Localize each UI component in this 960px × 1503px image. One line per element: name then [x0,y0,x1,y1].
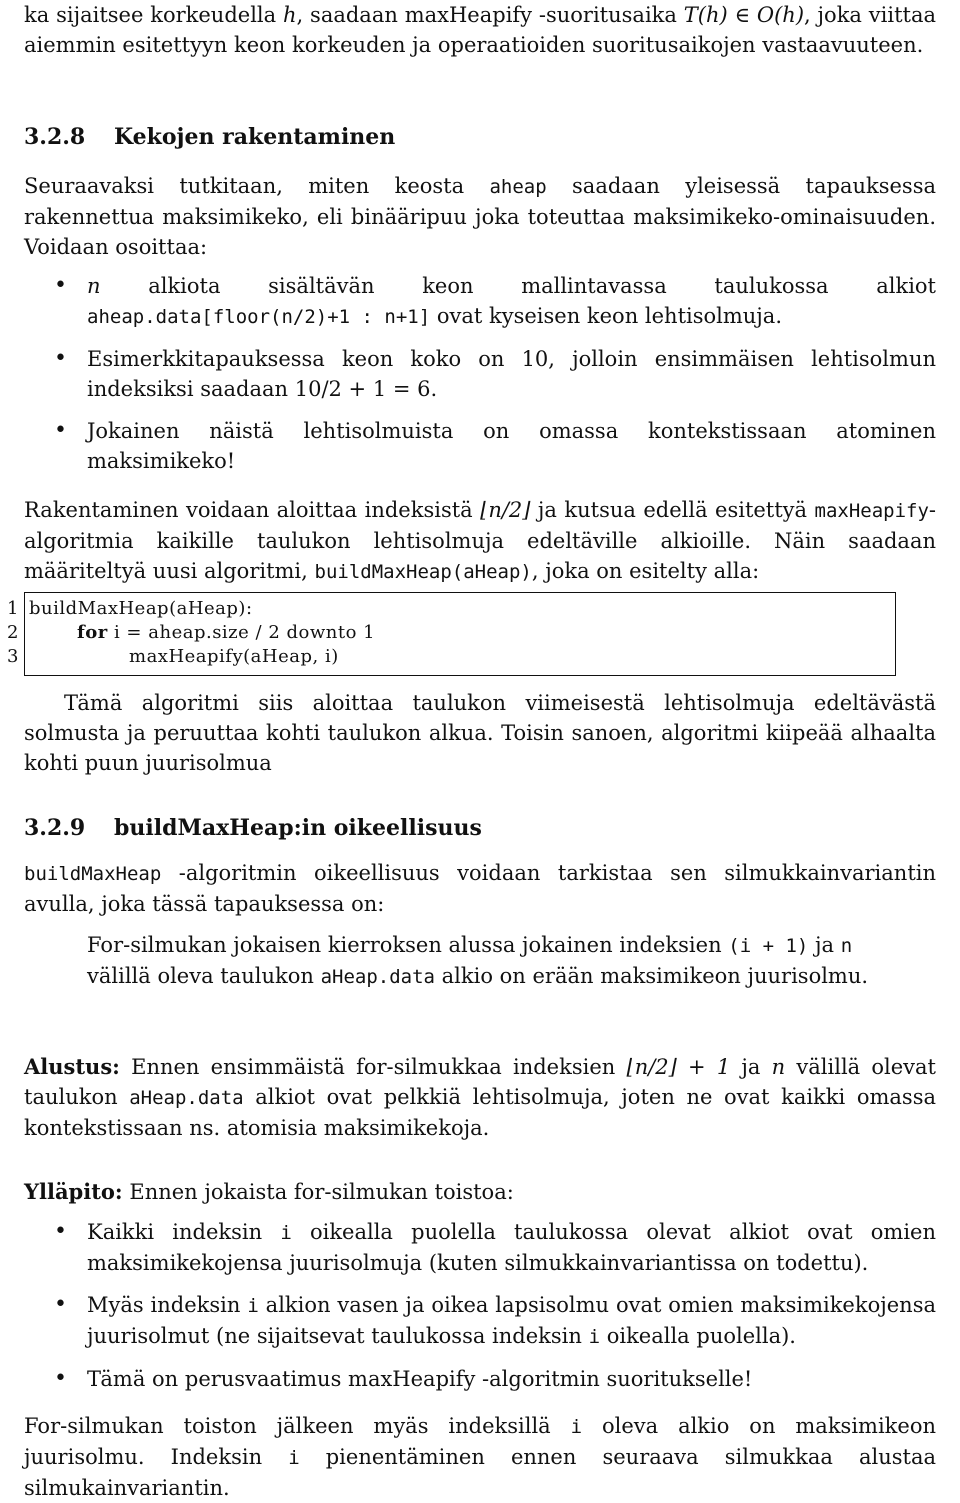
code-line: 2 for i = aheap.size / 2 downto 1 [77,621,375,645]
initialization-paragraph: Alustus: Ennen ensimmäistä for-silmukkaa indeksien ⌊n/2⌋ + 1 ja n välillä olevat taulukon aHeap.data alkiot ovat pelkkiä lehtisolmuja, joten ne ovat kaikki omassa kontekstissaan ns. atomisia maksimikekoja. [24,1054,936,1140]
list-item: • Jokainen näistä lehtisolmuista on omassa kontekstissaan atominen maksimikeko! [24,416,936,476]
list-item: • Myäs indeksin i alkion vasen ja oikea lapsisolmu ovat omien maksimikekojensa juurisolmut (ne sijaitsevat taulukossa indeksin i oikealla puolella). [24,1290,936,1352]
leaf-facts-list [24,271,936,488]
loop-invariant: For-silmukan jokaisen kierroksen alussa jokainen indeksien (i + 1) ja n välillä oleva taulukon aHeap.data alkio on erään maksimikeon juurisolmu. [87,933,869,988]
final-paragraph: For-silmukan toiston jälkeen myäs indeksillä i oleva alkio on maksimikeon juurisolmu. Indeksin i pienentäminen ennen seuraava silmukkaa alustaa silmukainvariantin. [24,1414,936,1500]
line-number: 1 [7,598,19,619]
section-heading-3-2-9: 3.2.9 buildMaxHeap:in oikeellisuus [24,815,482,841]
maintenance-list [24,1217,936,1406]
list-item: • n alkiota sisältävän keon mallintavassa taulukossa alkiot aheap.data[floor(n/2)+1 : n+1] ovat kyseisen keon lehtisolmuja. [24,271,936,332]
algorithm-explanation: Tämä algoritmi siis aloittaa taulukon viimeisestä lehtisolmuja edeltävästä solmusta ja peruuttaa kohti taulukon alkua. Toisin sanoen, algoritmi kiipeää alhaalta kohti puun juurisolmua [24,691,936,775]
line-number: 3 [7,646,19,667]
section-3-2-8-intro: Seuraavaksi tutkitaan, miten keosta aheap saadaan yleisessä tapauksessa rakennettua maksimikeko, eli binääripuu joka toteuttaa maksimikeko-ominaisuuden. Voidaan osoittaa: [24,174,936,259]
list-item: • Tämä on perusvaatimus maxHeapify -algoritmin suoritukselle! [24,1364,936,1394]
intro-paragraph: ka sijaitsee korkeudella h, saadaan maxHeapify -suoritusaika T(h) ∈ O(h), joka viittaa aiemmin esitettyyn keon korkeuden ja operaatioiden suoritusaikojen vastaavuuteen. [24,3,937,57]
section-heading-3-2-8: 3.2.8 Kekojen rakentaminen [24,124,396,150]
line-number: 2 [7,622,19,643]
maintenance-heading: Ylläpito: Ennen jokaista for-silmukan toistoa: [24,1179,514,1204]
section-3-2-9-intro: buildMaxHeap -algoritmin oikeellisuus voidaan tarkistaa sen silmukkainvariantin avulla, joka tässä tapauksessa on: [24,861,936,916]
code-line: 3 maxHeapify(aHeap, i) [129,645,339,669]
list-item: • Esimerkkitapauksessa keon koko on 10, jolloin ensimmäisen lehtisolmun indeksiksi saadaan 10/2 + 1 = 6. [24,344,936,404]
build-intro-paragraph: Rakentaminen voidaan aloittaa indeksistä ⌊n/2⌋ ja kutsua edellä esitettyä maxHeapify-algoritmia kaikille taulukon lehtisolmuja edeltäville alkioille. Näin saadaan määriteltyä uusi algoritmi, buildMaxHeap(aHeap), joka on esitelty alla: [24,498,937,583]
list-item: • Kaikki indeksin i oikealla puolella taulukossa olevat alkiot ovat omien maksimikekojensa juurisolmuja (kuten silmukkainvariantissa on todettu). [24,1217,936,1278]
code-line: 1 buildMaxHeap(aHeap): [29,597,253,621]
code-listing [7,592,896,676]
